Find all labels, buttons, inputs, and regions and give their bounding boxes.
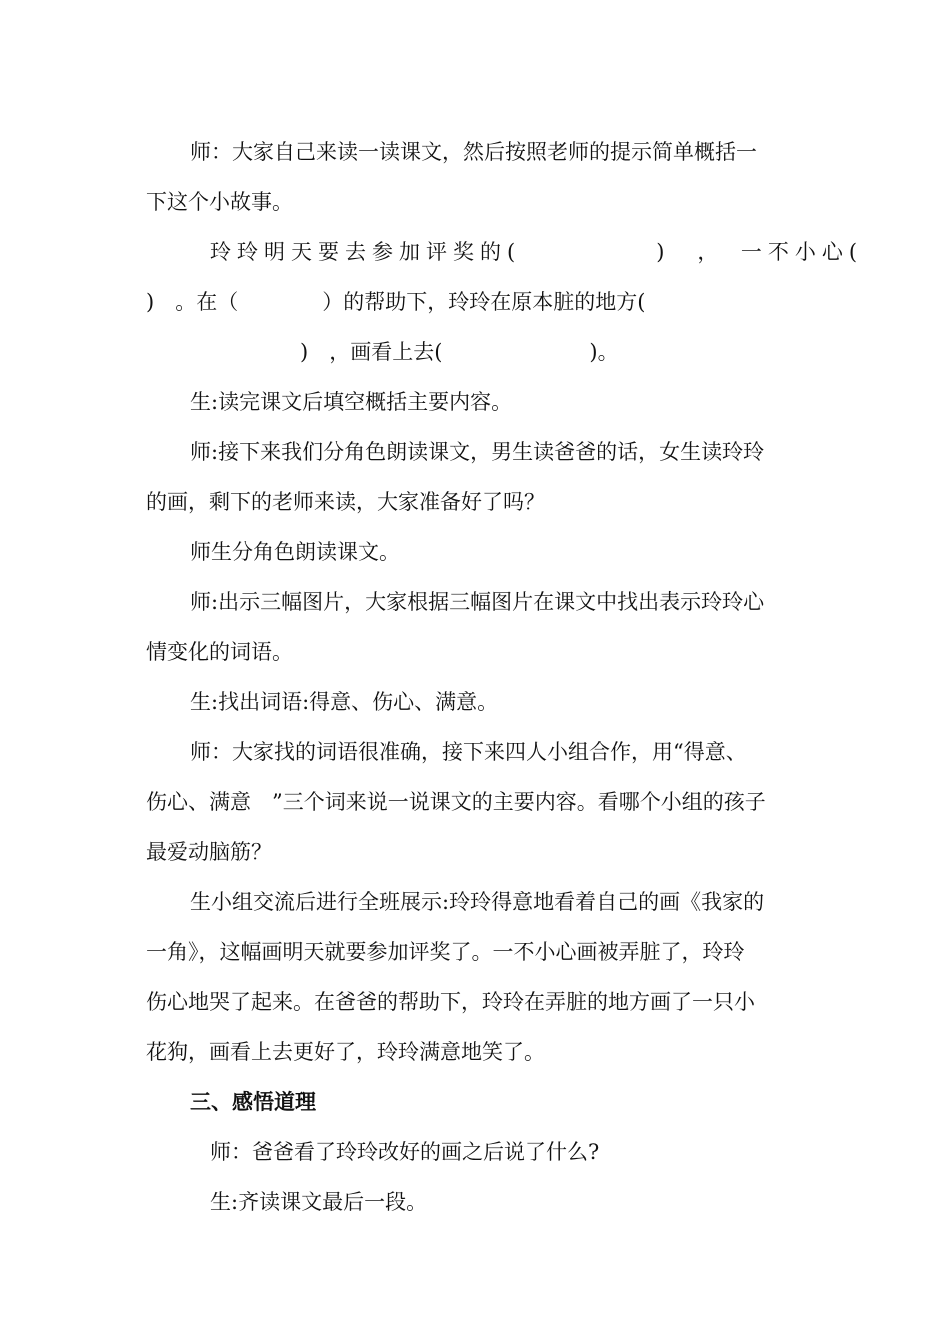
- section-heading: 三、感悟道理: [190, 1089, 316, 1114]
- paragraph-line: 生:读完课文后填空概括主要内容。: [190, 390, 513, 414]
- paragraph-line: 生小组交流后进行全班展示:玲玲得意地看着自己的画《我家的: [190, 890, 765, 914]
- paragraph-line: 下这个小故事。: [146, 190, 293, 214]
- paragraph-line: 师:接下来我们分角色朗读课文，男生读爸爸的话，女生读玲玲: [190, 440, 765, 464]
- paragraph-line: 情变化的词语。: [146, 640, 293, 664]
- paragraph-line: 最爱动脑筋？: [146, 840, 272, 864]
- paragraph-line: 生:找出词语:得意、伤心、满意。: [190, 690, 499, 714]
- paragraph-line: 师:出示三幅图片，大家根据三幅图片在课文中找出表示玲玲心: [190, 590, 765, 614]
- fill-blank-line: ) 。在（ ）的帮助下，玲玲在原本脏的地方(: [146, 290, 646, 314]
- paragraph-line: 伤心、满意 ”三个词来说一说课文的主要内容。看哪个小组的孩子: [146, 790, 766, 814]
- paragraph-line: 生:齐读课文最后一段。: [210, 1190, 428, 1214]
- fill-blank-line: ) ，画看上去( )。: [300, 340, 619, 364]
- paragraph-line: 师生分角色朗读课文。: [190, 540, 400, 564]
- paragraph-line: 伤心地哭了起来。在爸爸的帮助下，玲玲在弄脏的地方画了一只小: [146, 990, 755, 1014]
- fill-blank-line: 玲玲明天要去参加评奖的( ) ， 一不小心(: [210, 240, 864, 264]
- paragraph-line: 一角》，这幅画明天就要参加评奖了。一不小心画被弄脏了，玲玲: [146, 940, 745, 964]
- paragraph-line: 的画，剩下的老师来读，大家准备好了吗？: [146, 490, 545, 514]
- paragraph-line: 师：爸爸看了玲玲改好的画之后说了什么?: [210, 1140, 600, 1164]
- paragraph-line: 花狗，画看上去更好了，玲玲满意地笑了。: [146, 1040, 545, 1064]
- paragraph-line: 师：大家自己来读一读课文，然后按照老师的提示简单概括一: [190, 140, 757, 164]
- paragraph-line: 师：大家找的词语很准确，接下来四人小组合作，用“得意、: [190, 740, 747, 764]
